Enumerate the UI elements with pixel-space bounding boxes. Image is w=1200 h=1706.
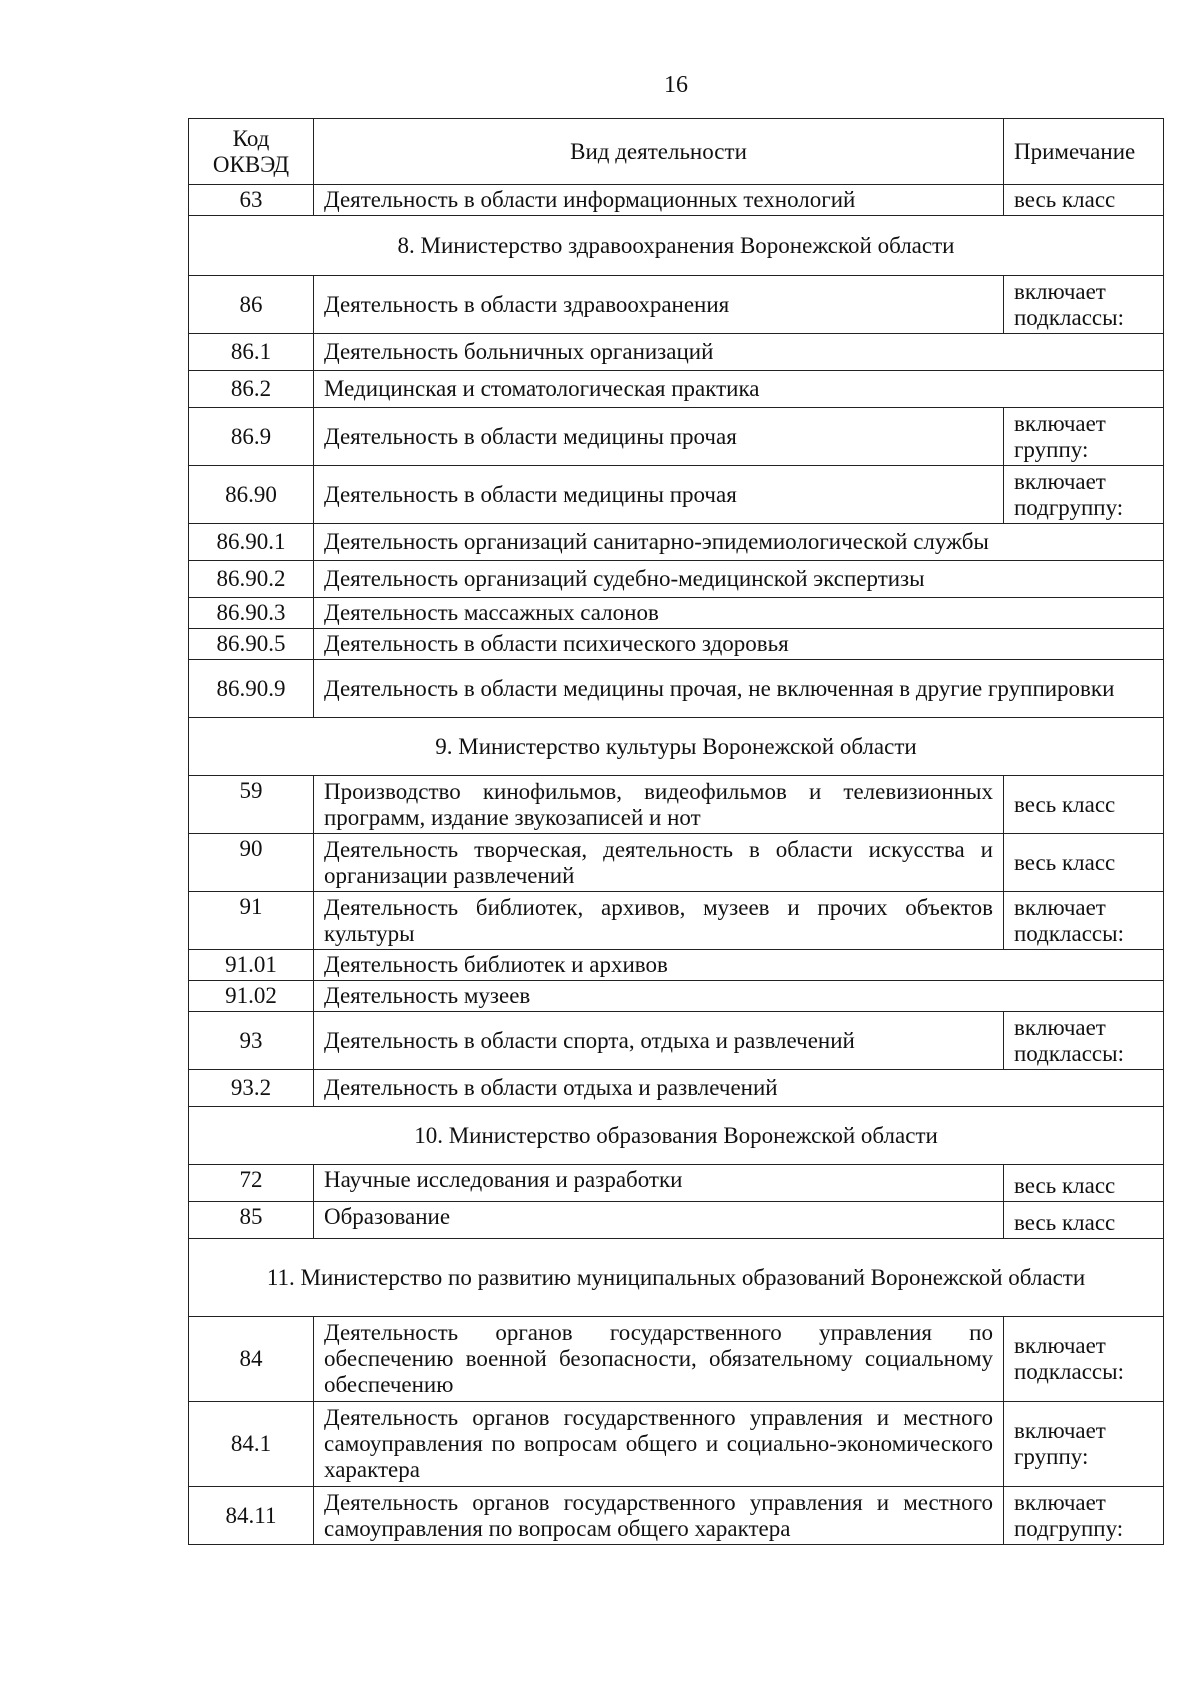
table-row [189,371,1164,408]
activity-name: Деятельность организаций санитарно-эпидемиологической службы [314,524,1164,561]
okved-code: 86.90.3 [189,598,314,629]
table-row [189,598,1164,629]
activity-name: Деятельность массажных салонов [314,598,1164,629]
activity-name: Деятельность в области здравоохранения [314,276,1004,334]
section-title: 9. Министерство культуры Воронежской области [189,718,1164,776]
activity-name: Деятельность в области медицины прочая [314,466,1004,524]
table-row [189,1317,1164,1402]
table-row [189,1012,1164,1070]
activity-name: Деятельность музеев [314,981,1164,1012]
row-note: включает подклассы: [1004,1012,1164,1070]
activity-name: Деятельность в области отдыха и развлечений [314,1070,1164,1107]
okved-code: 59 [189,776,314,834]
row-note: включает подклассы: [1004,276,1164,334]
okved-code: 86.90.9 [189,660,314,718]
section-title: 8. Министерство здравоохранения Воронежской области [189,216,1164,276]
activity-name: Производство кинофильмов, видеофильмов и телевизионных программ, издание звукозаписей и нот [314,776,1004,834]
okved-code: 86.90.5 [189,629,314,660]
page-number: 16 [664,72,688,98]
table-row [189,1487,1164,1545]
table-row [189,1070,1164,1107]
okved-code: 86.1 [189,334,314,371]
table-row [189,834,1164,892]
activity-name: Деятельность в области информационных технологий [314,185,1004,216]
activity-name: Медицинская и стоматологическая практика [314,371,1164,408]
table-row [189,950,1164,981]
activity-name: Деятельность органов государственного управления и местного самоуправления по вопросам общего и социально-экономического характера [314,1402,1004,1487]
okved-code: 91.01 [189,950,314,981]
okved-code: 84.1 [189,1402,314,1487]
header-note: Примечание [1004,119,1164,185]
activity-name: Научные исследования и разработки [314,1165,1004,1202]
table-row [189,1202,1164,1239]
header-code: Код ОКВЭД [189,119,314,185]
activity-name: Деятельность органов государственного управления по обеспечению военной безопасности, обязательному социальному обеспечению [314,1317,1004,1402]
section-row [189,718,1164,776]
row-note: весь класс [1004,1165,1164,1202]
row-note: включает подклассы: [1004,892,1164,950]
okved-code: 86.90.2 [189,561,314,598]
section-row [189,1107,1164,1165]
activity-name: Деятельность больничных организаций [314,334,1164,371]
activity-name: Деятельность в области психического здоровья [314,629,1164,660]
row-note: весь класс [1004,776,1164,834]
row-note: включает подгруппу: [1004,466,1164,524]
activity-name: Деятельность органов государственного управления и местного самоуправления по вопросам общего характера [314,1487,1004,1545]
section-row [189,1239,1164,1317]
okved-code: 86.90 [189,466,314,524]
header-activity: Вид деятельности [314,119,1004,185]
section-row [189,216,1164,276]
activity-name: Деятельность организаций судебно-медицинской экспертизы [314,561,1164,598]
table-row [189,524,1164,561]
okved-code: 90 [189,834,314,892]
table-row [189,1402,1164,1487]
table-row [189,981,1164,1012]
table-row [189,466,1164,524]
okved-code: 84.11 [189,1487,314,1545]
okved-code: 91 [189,892,314,950]
row-note: весь класс [1004,1202,1164,1239]
activity-name: Образование [314,1202,1004,1239]
table-row [189,334,1164,371]
row-note: включает подклассы: [1004,1317,1164,1402]
table-row [189,276,1164,334]
table-row [189,561,1164,598]
section-title: 11. Министерство по развитию муниципальных образований Воронежской области [189,1239,1164,1317]
activity-name: Деятельность в области медицины прочая, не включенная в другие группировки [314,660,1164,718]
row-note: весь класс [1004,185,1164,216]
table-row [189,892,1164,950]
okved-code: 86 [189,276,314,334]
row-note: включает группу: [1004,1402,1164,1487]
activity-name: Деятельность в области медицины прочая [314,408,1004,466]
table-row [189,1165,1164,1202]
table-header-row [189,119,1164,185]
okved-code: 86.90.1 [189,524,314,561]
activity-name: Деятельность библиотек и архивов [314,950,1164,981]
activity-name: Деятельность библиотек, архивов, музеев и прочих объектов культуры [314,892,1004,950]
okved-code: 91.02 [189,981,314,1012]
table-row [189,660,1164,718]
okved-table [188,118,1164,1545]
table-row [189,408,1164,466]
table-row [189,185,1164,216]
okved-code: 86.9 [189,408,314,466]
table-row [189,629,1164,660]
section-title: 10. Министерство образования Воронежской области [189,1107,1164,1165]
table-row [189,776,1164,834]
okved-code: 93.2 [189,1070,314,1107]
activity-name: Деятельность в области спорта, отдыха и развлечений [314,1012,1004,1070]
okved-code: 85 [189,1202,314,1239]
row-note: весь класс [1004,834,1164,892]
row-note: включает группу: [1004,408,1164,466]
okved-code: 72 [189,1165,314,1202]
okved-code: 86.2 [189,371,314,408]
row-note: включает подгруппу: [1004,1487,1164,1545]
okved-code: 84 [189,1317,314,1402]
okved-code: 93 [189,1012,314,1070]
activity-name: Деятельность творческая, деятельность в области искусства и организации развлечений [314,834,1004,892]
okved-code: 63 [189,185,314,216]
